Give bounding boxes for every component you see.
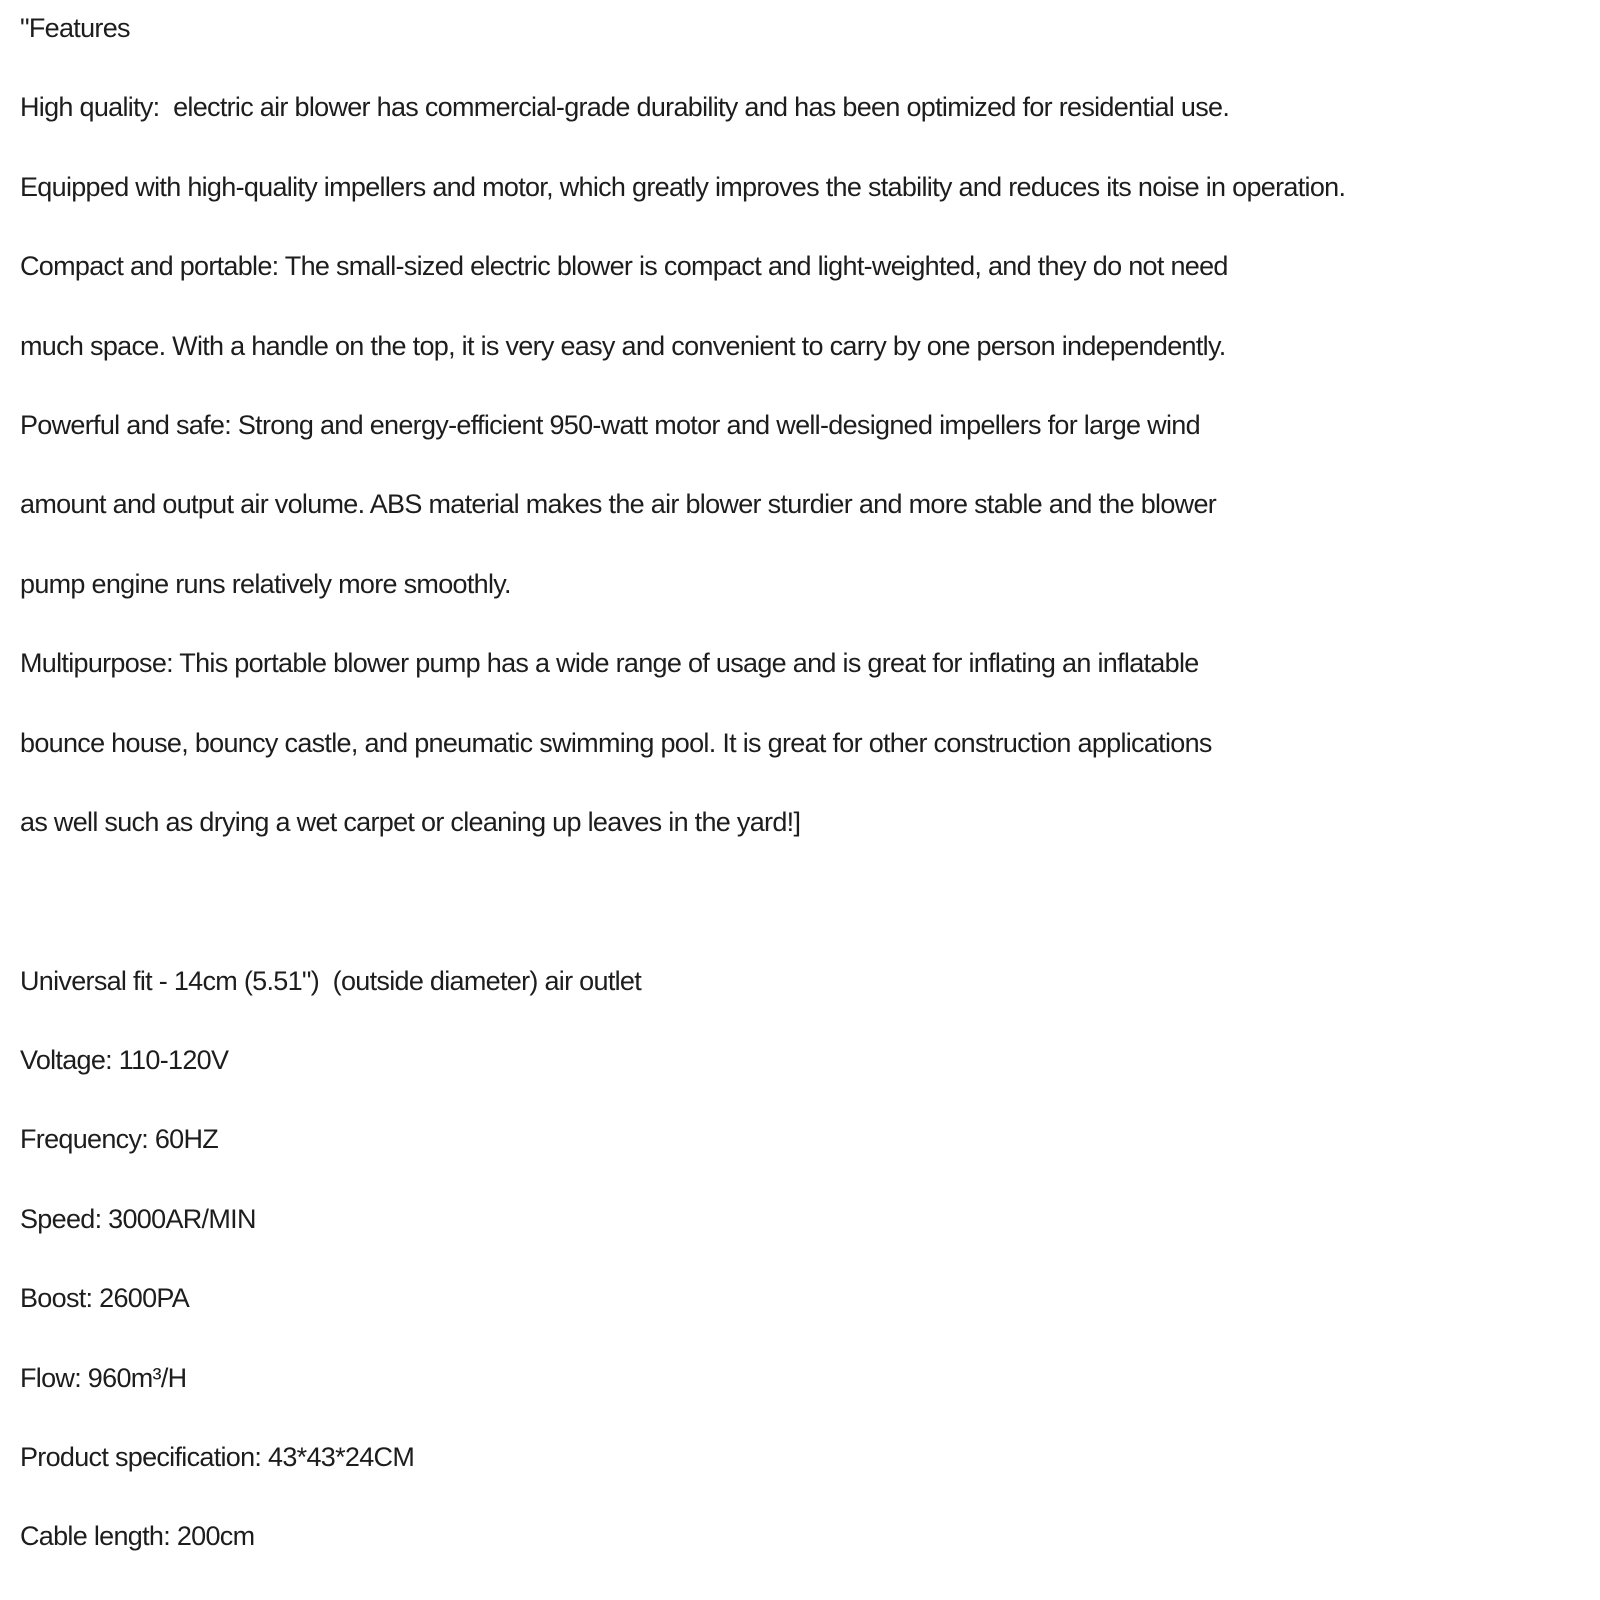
spec-line-flow: Flow: 960m³/H [20,1362,187,1393]
spec-line-frequency: Frequency: 60HZ [20,1124,219,1155]
specs-section [20,942,1600,1577]
spec-line-boost: Boost: 2600PA [20,1283,190,1314]
text-line: as well such as drying a wet carpet or cleaning up leaves in the yard!] [20,806,801,837]
text-line: amount and output air volume. ABS material makes the air blower sturdier and more stable and the blower [20,489,1217,520]
text-line: bounce house, bouncy castle, and pneumatic swimming pool. It is great for other construction applications [20,727,1212,758]
text-line: much space. With a handle on the top, it is very easy and convenient to carry by one person independently. [20,330,1226,361]
text-line: Powerful and safe: Strong and energy-efficient 950-watt motor and well-designed impellers for large wind [20,409,1200,440]
text-line: pump engine runs relatively more smoothly. [20,568,511,599]
text-line: Multipurpose: This portable blower pump has a wide range of usage and is great for inflating an inflatable [20,648,1199,679]
spec-line-speed: Speed: 3000AR/MIN [20,1203,256,1234]
text-line: High quality: electric air blower has commercial-grade durability and has been optimized for residential use. [20,92,1230,123]
spec-line-universal-fit: Universal fit - 14cm (5.51") (outside diameter) air outlet [20,965,642,996]
spec-line-product-specification: Product specification: 43*43*24CM [20,1442,415,1473]
text-line: Equipped with high-quality impellers and motor, which greatly improves the stability and reduces its noise in operation. [20,171,1346,202]
spec-line-cable-length: Cable length: 200cm [20,1521,255,1552]
features-section [20,0,1600,862]
spec-line-voltage: Voltage: 110-120V [20,1045,229,1076]
text-line: Compact and portable: The small-sized electric blower is compact and light-weighted, and they do not need [20,251,1228,282]
text-line: "Features [20,13,130,43]
